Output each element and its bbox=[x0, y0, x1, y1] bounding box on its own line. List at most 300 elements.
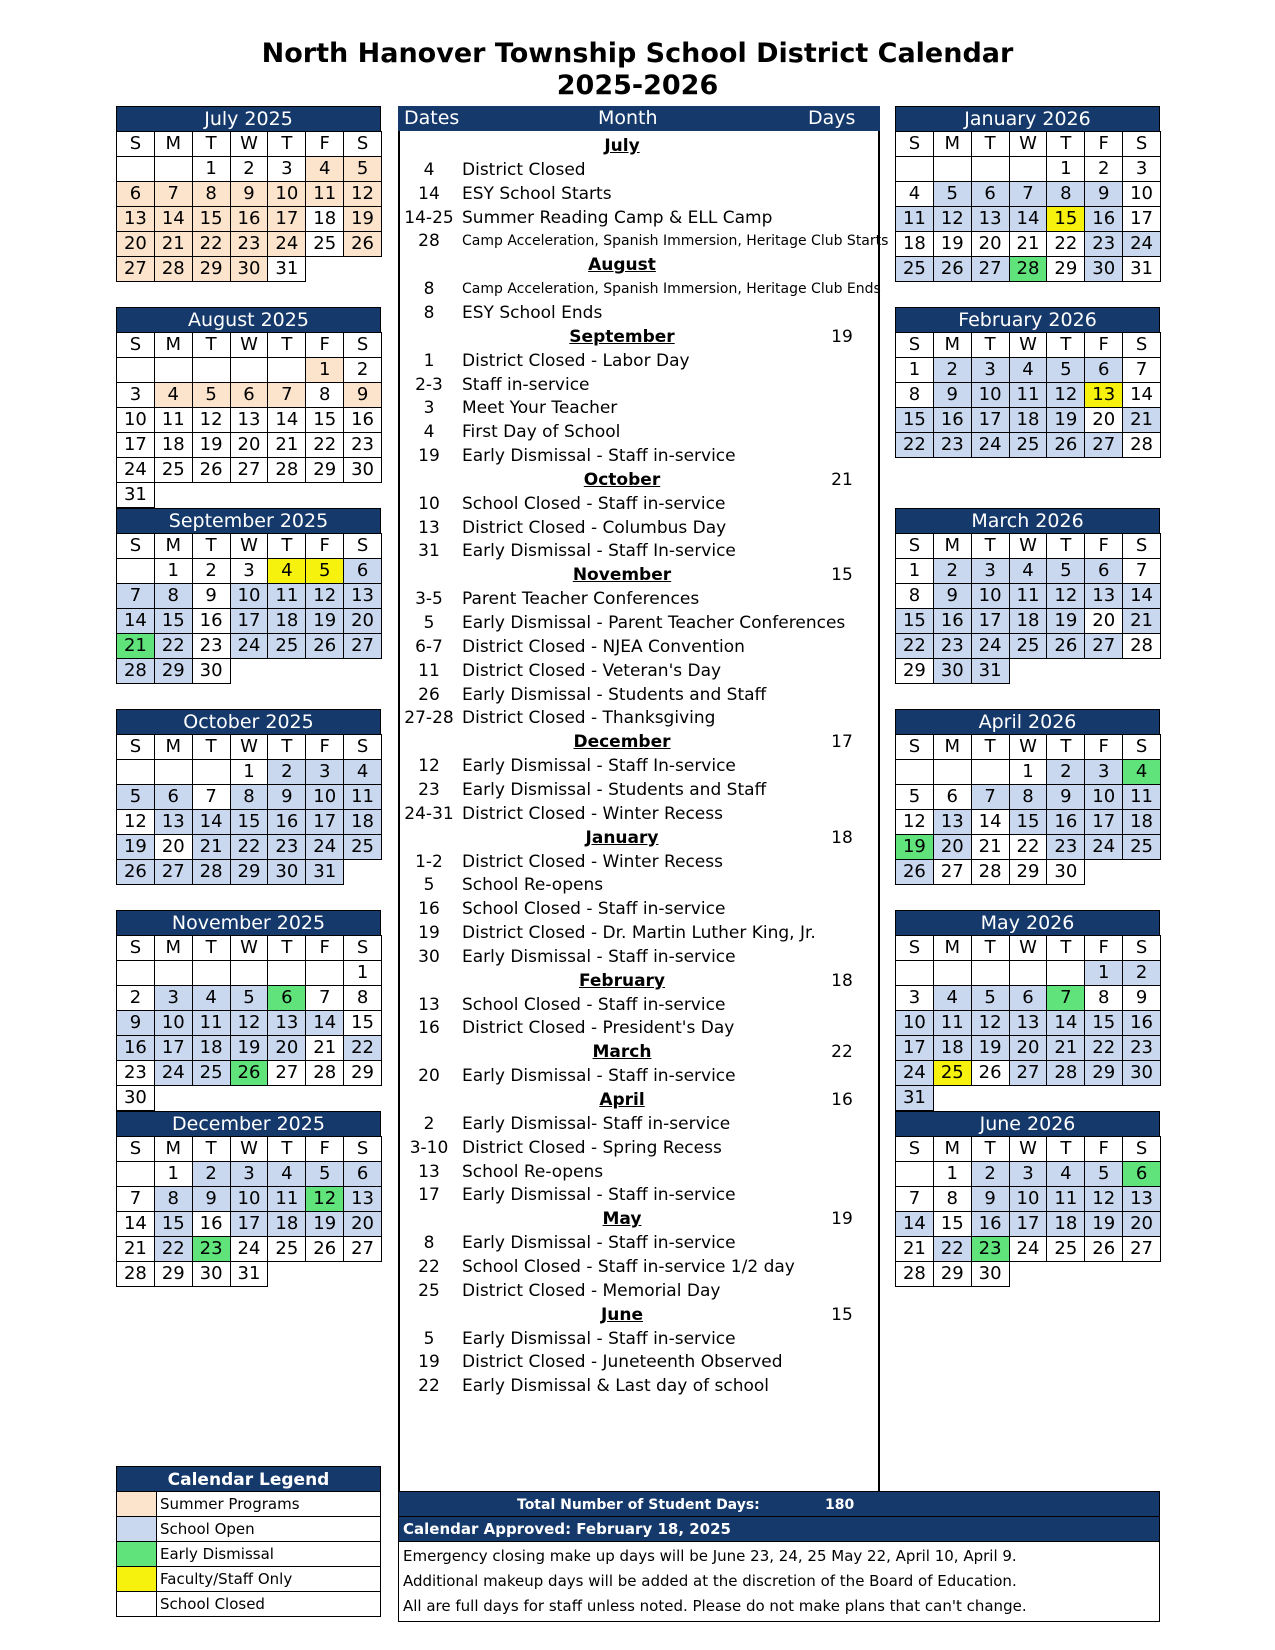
day-cell: 10 bbox=[971, 382, 1010, 408]
weekday-header: M bbox=[154, 1136, 193, 1162]
event-date: 16 bbox=[418, 899, 440, 920]
day-cell: 25 bbox=[267, 633, 306, 659]
day-cell: 13 bbox=[343, 583, 382, 609]
weekday-header: S bbox=[116, 332, 155, 358]
day-cell: 16 bbox=[933, 608, 972, 634]
empty-cell bbox=[895, 759, 934, 785]
day-cell: 6 bbox=[1122, 1161, 1161, 1187]
event-date: 8 bbox=[423, 302, 435, 323]
day-cell: 7 bbox=[971, 784, 1010, 810]
event-date: 14 bbox=[418, 183, 440, 204]
empty-cell bbox=[192, 357, 231, 383]
weekday-header: S bbox=[343, 332, 382, 358]
day-cell: 20 bbox=[116, 231, 155, 257]
day-cell: 11 bbox=[1046, 1186, 1085, 1212]
day-cell: 11 bbox=[1009, 583, 1048, 609]
month-heading: November bbox=[572, 565, 672, 586]
event-text: Early Dismissal - Staff in-service bbox=[462, 1233, 736, 1254]
month-day-count: 15 bbox=[831, 565, 853, 586]
weekday-header: M bbox=[933, 533, 972, 559]
day-cell: 16 bbox=[933, 407, 972, 433]
empty-cell bbox=[230, 960, 269, 986]
empty-cell bbox=[116, 156, 155, 182]
day-cell: 23 bbox=[192, 1236, 231, 1262]
event-text: ESY School Starts bbox=[462, 183, 612, 204]
day-cell: 10 bbox=[154, 1010, 193, 1036]
day-cell: 9 bbox=[933, 382, 972, 408]
day-cell: 14 bbox=[192, 809, 231, 835]
day-cell: 25 bbox=[1046, 1236, 1085, 1262]
weekday-header: M bbox=[933, 935, 972, 961]
weekday-header: T bbox=[267, 935, 306, 961]
event-text: Early Dismissal - Staff In-service bbox=[462, 541, 736, 562]
day-cell: 7 bbox=[1009, 181, 1048, 207]
day-cell: 3 bbox=[971, 558, 1010, 584]
day-cell: 25 bbox=[192, 1060, 231, 1086]
day-cell: 13 bbox=[1009, 1010, 1048, 1036]
day-cell: 9 bbox=[1122, 985, 1161, 1011]
event-row bbox=[400, 1279, 880, 1304]
day-cell: 5 bbox=[1084, 1161, 1123, 1187]
day-cell: 6 bbox=[1084, 558, 1123, 584]
weekday-header: T bbox=[1046, 734, 1085, 760]
event-text: District Closed - Dr. Martin Luther King, Jr. bbox=[462, 923, 816, 944]
event-text: School Closed - Staff in-service 1/2 day bbox=[462, 1256, 795, 1277]
day-cell: 23 bbox=[971, 1236, 1010, 1262]
event-date: 5 bbox=[423, 1328, 435, 1349]
day-cell: 27 bbox=[343, 1236, 382, 1262]
day-cell: 7 bbox=[1122, 357, 1161, 383]
month-heading-row bbox=[400, 1303, 880, 1328]
day-cell: 21 bbox=[1122, 608, 1161, 634]
event-date: 31 bbox=[418, 541, 440, 562]
day-cell: 24 bbox=[154, 1060, 193, 1086]
weekday-header: S bbox=[343, 131, 382, 157]
day-cell: 5 bbox=[305, 558, 344, 584]
legend-item bbox=[116, 1492, 381, 1517]
day-cell: 4 bbox=[933, 985, 972, 1011]
month-day-count: 17 bbox=[831, 732, 853, 753]
event-date: 4 bbox=[423, 159, 435, 180]
day-cell: 26 bbox=[343, 231, 382, 257]
weekday-header: S bbox=[343, 533, 382, 559]
empty-cell bbox=[267, 960, 306, 986]
day-cell: 16 bbox=[116, 1035, 155, 1061]
day-cell: 11 bbox=[933, 1010, 972, 1036]
empty-cell bbox=[971, 759, 1010, 785]
empty-cell bbox=[933, 759, 972, 785]
day-cell: 29 bbox=[192, 256, 231, 282]
weekday-header: S bbox=[116, 131, 155, 157]
weekday-header: W bbox=[230, 1136, 269, 1162]
day-cell: 22 bbox=[1084, 1035, 1123, 1061]
event-text: School Re-opens bbox=[462, 1161, 604, 1182]
event-text: Early Dismissal - Students and Staff bbox=[462, 684, 767, 705]
day-cell: 12 bbox=[933, 206, 972, 232]
day-cell: 5 bbox=[933, 181, 972, 207]
day-cell: 24 bbox=[1009, 1236, 1048, 1262]
day-cell: 8 bbox=[343, 985, 382, 1011]
day-cell: 3 bbox=[116, 382, 155, 408]
day-cell: 8 bbox=[1084, 985, 1123, 1011]
event-row bbox=[400, 158, 880, 183]
day-cell: 20 bbox=[154, 834, 193, 860]
day-cell: 6 bbox=[116, 181, 155, 207]
weekday-header: S bbox=[116, 533, 155, 559]
day-cell: 24 bbox=[1122, 231, 1161, 257]
weekday-header: T bbox=[267, 1136, 306, 1162]
day-cell: 12 bbox=[192, 407, 231, 433]
event-date: 30 bbox=[418, 946, 440, 967]
weekday-header: M bbox=[154, 131, 193, 157]
day-cell: 1 bbox=[933, 1161, 972, 1187]
day-cell: 1 bbox=[895, 558, 934, 584]
day-cell: 19 bbox=[933, 231, 972, 257]
day-cell: 27 bbox=[1009, 1060, 1048, 1086]
event-text: Summer Reading Camp & ELL Camp bbox=[462, 207, 773, 228]
day-cell: 13 bbox=[267, 1010, 306, 1036]
event-text: Early Dismissal - Parent Teacher Conferences bbox=[462, 613, 846, 633]
day-cell: 20 bbox=[267, 1035, 306, 1061]
day-cell: 14 bbox=[267, 407, 306, 433]
day-cell: 23 bbox=[116, 1060, 155, 1086]
day-cell: 4 bbox=[192, 985, 231, 1011]
day-cell: 26 bbox=[933, 256, 972, 282]
day-cell: 20 bbox=[1122, 1211, 1161, 1237]
day-cell: 26 bbox=[192, 457, 231, 483]
month-title: February 2026 bbox=[895, 307, 1160, 332]
day-cell: 23 bbox=[933, 432, 972, 458]
day-cell: 2 bbox=[230, 156, 269, 182]
empty-cell bbox=[971, 156, 1010, 182]
day-cell: 4 bbox=[1009, 558, 1048, 584]
day-cell: 4 bbox=[305, 156, 344, 182]
day-cell: 7 bbox=[116, 583, 155, 609]
day-cell: 7 bbox=[895, 1186, 934, 1212]
month-calendar bbox=[895, 508, 1160, 683]
day-cell: 25 bbox=[267, 1236, 306, 1262]
day-cell: 10 bbox=[1122, 181, 1161, 207]
day-cell: 19 bbox=[1084, 1211, 1123, 1237]
day-cell: 24 bbox=[267, 231, 306, 257]
day-cell: 26 bbox=[1046, 633, 1085, 659]
empty-cell bbox=[267, 357, 306, 383]
day-cell: 5 bbox=[305, 1161, 344, 1187]
day-cell: 19 bbox=[1046, 608, 1085, 634]
month-title: January 2026 bbox=[895, 106, 1160, 131]
month-title: October 2025 bbox=[116, 709, 381, 734]
event-date: 1 bbox=[423, 350, 435, 371]
weekday-header: T bbox=[971, 533, 1010, 559]
event-date: 3-5 bbox=[415, 589, 443, 610]
day-cell: 13 bbox=[230, 407, 269, 433]
month-heading: May bbox=[602, 1209, 642, 1230]
day-cell: 22 bbox=[230, 834, 269, 860]
weekday-header: S bbox=[1122, 332, 1161, 358]
day-cell: 4 bbox=[154, 382, 193, 408]
day-cell: 20 bbox=[1009, 1035, 1048, 1061]
event-row bbox=[400, 635, 880, 660]
day-cell: 15 bbox=[933, 1211, 972, 1237]
month-heading-row bbox=[400, 969, 880, 994]
month-day-count: 19 bbox=[831, 1209, 853, 1230]
day-cell: 17 bbox=[971, 608, 1010, 634]
weekday-header: T bbox=[1046, 332, 1085, 358]
event-text: District Closed - Winter Recess bbox=[462, 851, 723, 872]
day-cell: 27 bbox=[1122, 1236, 1161, 1262]
day-cell: 27 bbox=[343, 633, 382, 659]
weekday-header: M bbox=[933, 1136, 972, 1162]
empty-cell bbox=[305, 960, 344, 986]
day-cell: 17 bbox=[1122, 206, 1161, 232]
day-cell: 26 bbox=[116, 859, 155, 885]
day-cell: 18 bbox=[895, 231, 934, 257]
day-cell: 1 bbox=[154, 558, 193, 584]
event-text: School Closed - Staff in-service bbox=[462, 994, 726, 1015]
day-cell: 20 bbox=[1084, 407, 1123, 433]
day-cell: 3 bbox=[1084, 759, 1123, 785]
weekday-header: T bbox=[267, 332, 306, 358]
day-cell: 19 bbox=[305, 608, 344, 634]
day-cell: 25 bbox=[1009, 633, 1048, 659]
weekday-header: W bbox=[230, 131, 269, 157]
month-calendar bbox=[116, 709, 381, 884]
day-cell: 16 bbox=[1122, 1010, 1161, 1036]
weekday-header: S bbox=[116, 734, 155, 760]
day-cell: 17 bbox=[267, 206, 306, 232]
weekday-header: T bbox=[267, 533, 306, 559]
day-cell: 18 bbox=[154, 432, 193, 458]
day-cell: 18 bbox=[1046, 1211, 1085, 1237]
event-date: 27-28 bbox=[404, 708, 454, 729]
legend-label: Summer Programs bbox=[160, 1495, 300, 1513]
day-cell: 14 bbox=[1009, 206, 1048, 232]
footer-note: All are full days for staff unless noted. Please do not make plans that can't change. bbox=[403, 1597, 1027, 1615]
day-cell: 28 bbox=[971, 859, 1010, 885]
day-cell: 17 bbox=[305, 809, 344, 835]
day-cell: 23 bbox=[343, 432, 382, 458]
day-cell: 30 bbox=[933, 658, 972, 684]
day-cell: 26 bbox=[230, 1060, 269, 1086]
month-title: July 2025 bbox=[116, 106, 381, 131]
legend-swatch bbox=[117, 1592, 157, 1616]
total-days-value: 180 bbox=[825, 1497, 855, 1513]
month-calendar bbox=[116, 1111, 381, 1286]
day-cell: 25 bbox=[154, 457, 193, 483]
weekday-header: T bbox=[1046, 935, 1085, 961]
event-row bbox=[400, 850, 880, 875]
empty-cell bbox=[192, 960, 231, 986]
day-cell: 8 bbox=[230, 784, 269, 810]
day-cell: 6 bbox=[933, 784, 972, 810]
weekday-header: W bbox=[230, 935, 269, 961]
day-cell: 27 bbox=[116, 256, 155, 282]
day-cell: 1 bbox=[1084, 960, 1123, 986]
weekday-header: S bbox=[343, 1136, 382, 1162]
event-text: Early Dismissal - Staff in-service bbox=[462, 1185, 736, 1206]
day-cell: 6 bbox=[971, 181, 1010, 207]
weekday-header: S bbox=[895, 935, 934, 961]
legend-label: School Open bbox=[160, 1520, 255, 1538]
day-cell: 14 bbox=[154, 206, 193, 232]
day-cell: 3 bbox=[154, 985, 193, 1011]
day-cell: 30 bbox=[1084, 256, 1123, 282]
total-days-label: Total Number of Student Days: bbox=[517, 1497, 760, 1513]
weekday-header: S bbox=[895, 533, 934, 559]
event-date: 13 bbox=[418, 517, 440, 538]
day-cell: 12 bbox=[116, 809, 155, 835]
event-date: 19 bbox=[418, 1352, 440, 1373]
month-day-count: 22 bbox=[831, 1042, 853, 1063]
month-heading: February bbox=[578, 970, 666, 991]
empty-cell bbox=[895, 1161, 934, 1187]
day-cell: 28 bbox=[154, 256, 193, 282]
day-cell: 12 bbox=[1046, 382, 1085, 408]
day-cell: 27 bbox=[971, 256, 1010, 282]
day-cell: 21 bbox=[154, 231, 193, 257]
day-cell: 29 bbox=[230, 859, 269, 885]
empty-cell bbox=[971, 960, 1010, 986]
month-calendar bbox=[895, 709, 1160, 884]
day-cell: 9 bbox=[971, 1186, 1010, 1212]
day-cell: 14 bbox=[895, 1211, 934, 1237]
day-cell: 12 bbox=[1084, 1186, 1123, 1212]
weekday-header: S bbox=[895, 332, 934, 358]
events-panel bbox=[398, 106, 889, 1496]
month-heading: April bbox=[599, 1090, 645, 1110]
month-calendar bbox=[116, 106, 381, 281]
weekday-header: W bbox=[1009, 935, 1048, 961]
weekday-header: M bbox=[154, 332, 193, 358]
event-row bbox=[400, 993, 880, 1018]
day-cell: 25 bbox=[343, 834, 382, 860]
event-text: Camp Acceleration, Spanish Immersion, Heritage Club Starts bbox=[462, 233, 889, 250]
month-title: November 2025 bbox=[116, 910, 381, 935]
weekday-header: M bbox=[933, 734, 972, 760]
day-cell: 23 bbox=[192, 633, 231, 659]
empty-cell bbox=[154, 357, 193, 383]
weekday-header: F bbox=[1084, 734, 1123, 760]
day-cell: 22 bbox=[154, 633, 193, 659]
month-title: June 2026 bbox=[895, 1111, 1160, 1136]
event-row bbox=[400, 1136, 880, 1161]
day-cell: 22 bbox=[933, 1236, 972, 1262]
day-cell: 29 bbox=[305, 457, 344, 483]
day-cell: 10 bbox=[230, 583, 269, 609]
month-title: March 2026 bbox=[895, 508, 1160, 533]
month-heading: October bbox=[583, 469, 661, 490]
day-cell: 8 bbox=[154, 1186, 193, 1212]
day-cell: 27 bbox=[1084, 432, 1123, 458]
day-cell: 2 bbox=[116, 985, 155, 1011]
day-cell: 13 bbox=[343, 1186, 382, 1212]
legend-label: School Closed bbox=[160, 1595, 265, 1613]
page-subtitle: 2025-2026 bbox=[556, 70, 719, 101]
day-cell: 22 bbox=[1009, 834, 1048, 860]
weekday-header: T bbox=[267, 734, 306, 760]
legend-swatch bbox=[117, 1567, 157, 1591]
day-cell: 23 bbox=[1046, 834, 1085, 860]
day-cell: 6 bbox=[343, 558, 382, 584]
weekday-header: S bbox=[116, 935, 155, 961]
event-row bbox=[400, 921, 880, 946]
footer-note: Emergency closing make up days will be June 23, 24, 25 May 22, April 10, April 9. bbox=[403, 1547, 1017, 1565]
event-text: Early Dismissal & Last day of school bbox=[462, 1376, 769, 1397]
day-cell: 1 bbox=[192, 156, 231, 182]
day-cell: 10 bbox=[1009, 1186, 1048, 1212]
weekday-header: F bbox=[1084, 935, 1123, 961]
event-row bbox=[400, 1064, 880, 1089]
day-cell: 6 bbox=[230, 382, 269, 408]
day-cell: 21 bbox=[1046, 1035, 1085, 1061]
day-cell: 15 bbox=[230, 809, 269, 835]
day-cell: 3 bbox=[305, 759, 344, 785]
weekday-header: S bbox=[1122, 131, 1161, 157]
month-title: May 2026 bbox=[895, 910, 1160, 935]
day-cell: 22 bbox=[154, 1236, 193, 1262]
event-row bbox=[400, 754, 880, 779]
event-row bbox=[400, 1255, 880, 1280]
event-text: School Re-opens bbox=[462, 875, 604, 896]
weekday-header: W bbox=[1009, 332, 1048, 358]
weekday-header: W bbox=[1009, 131, 1048, 157]
day-cell: 23 bbox=[1084, 231, 1123, 257]
month-heading: June bbox=[600, 1304, 644, 1325]
event-date: 19 bbox=[418, 446, 440, 467]
event-row bbox=[400, 229, 889, 254]
month-title: September 2025 bbox=[116, 508, 381, 533]
day-cell: 30 bbox=[1122, 1060, 1161, 1086]
event-date: 13 bbox=[418, 1161, 440, 1182]
day-cell: 9 bbox=[933, 583, 972, 609]
dates-column-header: Dates bbox=[404, 107, 460, 129]
event-text: Early Dismissal - Staff in-service bbox=[462, 1066, 736, 1087]
day-cell: 12 bbox=[895, 809, 934, 835]
month-calendar bbox=[895, 910, 1160, 1110]
day-cell: 24 bbox=[230, 633, 269, 659]
event-date: 14-25 bbox=[404, 207, 454, 228]
weekday-header: T bbox=[1046, 131, 1085, 157]
day-cell: 30 bbox=[1046, 859, 1085, 885]
weekday-header: W bbox=[230, 332, 269, 358]
day-cell: 17 bbox=[971, 407, 1010, 433]
day-cell: 1 bbox=[154, 1161, 193, 1187]
day-cell: 7 bbox=[1046, 985, 1085, 1011]
day-cell: 23 bbox=[1122, 1035, 1161, 1061]
weekday-header: M bbox=[933, 131, 972, 157]
day-cell: 29 bbox=[1009, 859, 1048, 885]
day-cell: 7 bbox=[154, 181, 193, 207]
day-cell: 9 bbox=[192, 583, 231, 609]
day-cell: 6 bbox=[267, 985, 306, 1011]
day-cell: 24 bbox=[230, 1236, 269, 1262]
day-cell: 11 bbox=[267, 583, 306, 609]
day-cell: 13 bbox=[1084, 382, 1123, 408]
weekday-header: S bbox=[116, 1136, 155, 1162]
day-cell: 9 bbox=[343, 382, 382, 408]
day-cell: 7 bbox=[305, 985, 344, 1011]
day-cell: 22 bbox=[895, 432, 934, 458]
day-cell: 3 bbox=[267, 156, 306, 182]
day-cell: 3 bbox=[971, 357, 1010, 383]
day-cell: 4 bbox=[267, 1161, 306, 1187]
day-cell: 20 bbox=[343, 1211, 382, 1237]
day-cell: 29 bbox=[154, 1261, 193, 1287]
day-cell: 27 bbox=[154, 859, 193, 885]
day-cell: 4 bbox=[895, 181, 934, 207]
day-cell: 4 bbox=[1122, 759, 1161, 785]
day-cell: 11 bbox=[192, 1010, 231, 1036]
